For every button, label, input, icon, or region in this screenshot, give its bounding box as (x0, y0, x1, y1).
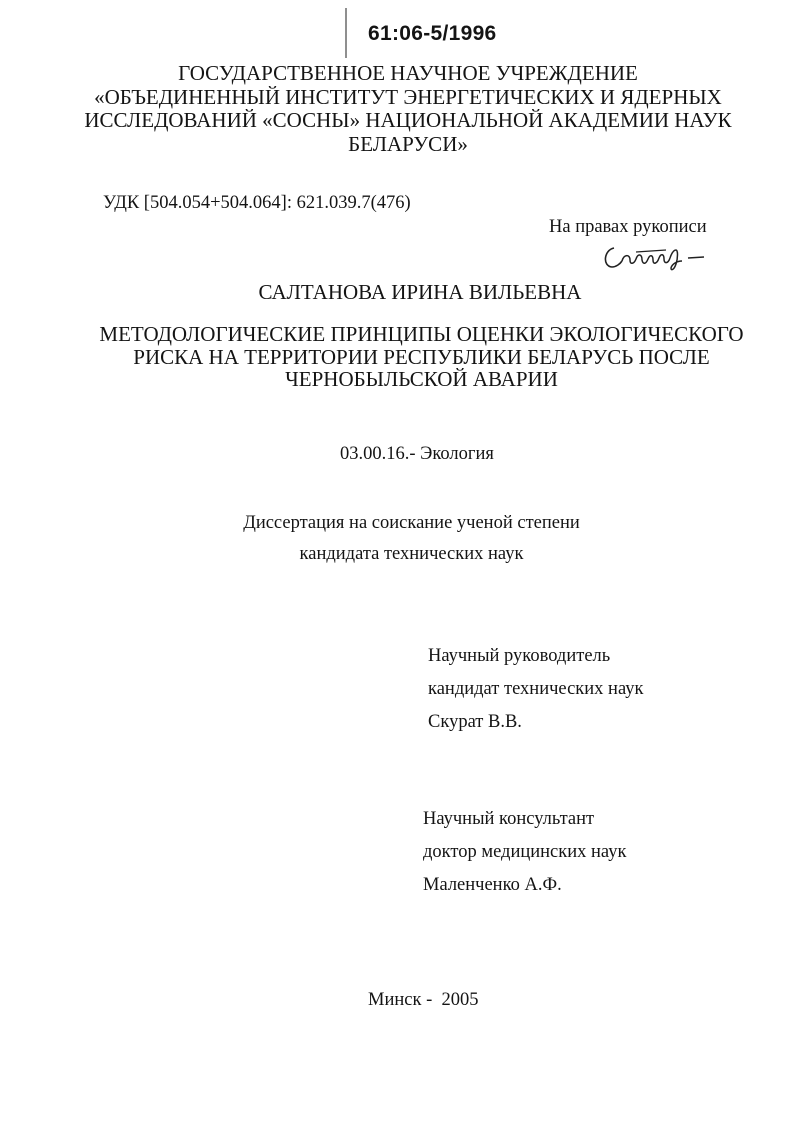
dissertation-title (0, 323, 798, 391)
advisor-role: Научный руководитель (428, 646, 611, 666)
scientific-advisor (428, 640, 643, 739)
rights-note: На правах рукописи (549, 217, 707, 237)
thesis-description (0, 508, 798, 570)
thesis-line: кандидата технических наук (299, 544, 524, 564)
institution-line: ИССЛЕДОВАНИЙ «СОСНЫ» НАЦИОНАЛЬНОЙ АКАДЕМИИ НАУК (84, 108, 732, 132)
specialty-code: 03.00.16.- Экология (340, 444, 494, 464)
udk-code: УДК [504.054+504.064]: 621.039.7(476) (103, 193, 411, 213)
reference-code: 61:06-5/1996 (368, 22, 497, 45)
place-and-year: Минск - 2005 (368, 990, 479, 1010)
consultant-role: Научный консультант (423, 809, 595, 829)
institution-line: ГОСУДАРСТВЕННОЕ НАУЧНОЕ УЧРЕЖДЕНИЕ (178, 61, 638, 85)
advisor-name: Скурат В.В. (428, 712, 522, 732)
author-name: САЛТАНОВА ИРИНА ВИЛЬЕВНА (258, 280, 582, 304)
title-line: РИСКА НА ТЕРРИТОРИИ РЕСПУБЛИКИ БЕЛАРУСЬ ПОСЛЕ (133, 344, 710, 369)
title-line: МЕТОДОЛОГИЧЕСКИЕ ПРИНЦИПЫ ОЦЕНКИ ЭКОЛОГИЧЕСКОГО (99, 322, 744, 346)
institution-line: «ОБЪЕДИНЕННЫЙ ИНСТИТУТ ЭНЕРГЕТИЧЕСКИХ И ЯДЕРНЫХ (94, 84, 722, 109)
title-line: ЧЕРНОБЫЛЬСКОЙ АВАРИИ (285, 367, 558, 391)
advisor-degree: кандидат технических наук (428, 679, 644, 699)
stamp-mark (345, 8, 347, 58)
scientific-consultant (423, 803, 626, 902)
thesis-line: Диссертация на соискание ученой степени (243, 513, 580, 533)
consultant-degree: доктор медицинских наук (423, 842, 627, 862)
handwritten-signature (600, 240, 710, 274)
institution-name (0, 62, 798, 156)
institution-line: БЕЛАРУСИ» (348, 131, 468, 156)
consultant-name: Маленченко А.Ф. (423, 875, 562, 895)
